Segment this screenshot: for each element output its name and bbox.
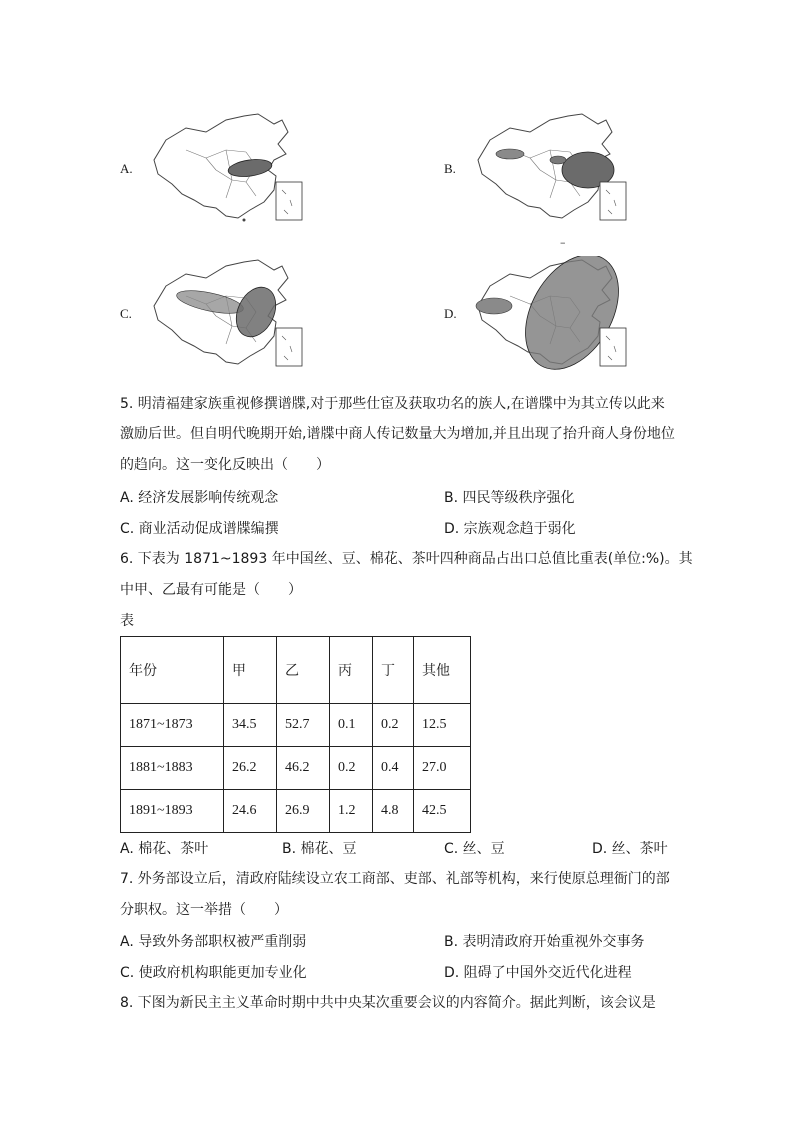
table-cell: 4.8: [373, 790, 414, 833]
q8-stem-line-1: 8. 下图为新民主主义革命时期中共中央某次重要会议的内容简介。据此判断，该会议是: [120, 995, 656, 1011]
shaded-region: [229, 281, 284, 343]
q6-option-d[interactable]: D. 丝、茶叶: [592, 841, 668, 857]
q5-stem-line-2: 激励后世。但自明代晚期开始,谱牒中商人传记数量大为增加,并且出现了抬升商人身份地位: [120, 426, 675, 442]
q5-option-a[interactable]: A. 经济发展影响传统观念: [120, 490, 279, 506]
table-cell: 0.4: [373, 747, 414, 790]
q5-stem-line-1: 5. 明清福建家族重视修撰谱牒,对于那些仕宦及获取功名的族人,在谱牒中为其立传以此来: [120, 396, 665, 412]
header-yi: 乙: [277, 637, 330, 704]
q7-stem-line-2: 分职权。这一举措（ ）: [120, 902, 288, 918]
table-cell: 52.7: [277, 704, 330, 747]
q6-option-b[interactable]: B. 棉花、豆: [282, 841, 357, 857]
table-cell: 1891~1893: [121, 790, 224, 833]
q6-option-c[interactable]: C. 丝、豆: [444, 841, 505, 857]
option-a-label: A.: [120, 161, 133, 176]
table-cell: 42.5: [414, 790, 471, 833]
q6-option-a[interactable]: A. 棉花、茶叶: [120, 841, 209, 857]
table-cell: 26.2: [224, 747, 277, 790]
table-cell: 0.1: [330, 704, 373, 747]
table-cell: 34.5: [224, 704, 277, 747]
table-cell: 27.0: [414, 747, 471, 790]
table-row: [121, 704, 471, 747]
china-map-b: [470, 110, 630, 232]
q5-stem-line-3: 的趋向。这一变化反映出（ ）: [120, 457, 330, 473]
shaded-region: [175, 286, 245, 318]
header-ding: 丁: [373, 637, 414, 704]
q7-option-c[interactable]: C. 使政府机构职能更加专业化: [120, 965, 307, 981]
header-year: 年份: [121, 637, 224, 704]
china-map-c: [146, 256, 306, 378]
table-cell: 1881~1883: [121, 747, 224, 790]
q5-option-c[interactable]: C. 商业活动促成谱牒编撰: [120, 521, 279, 537]
shaded-region: [550, 156, 566, 164]
table-cell: 0.2: [373, 704, 414, 747]
q5-option-d[interactable]: D. 宗族观念趋于弱化: [444, 521, 576, 537]
q7-option-d[interactable]: D. 阻碍了中国外交近代化进程: [444, 965, 632, 981]
option-d-label: D.: [444, 306, 457, 321]
table-cell: 0.2: [330, 747, 373, 790]
table-cell: 46.2: [277, 747, 330, 790]
q7-option-a[interactable]: A. 导致外务部职权被严重削弱: [120, 934, 307, 950]
table-cell: 1871~1873: [121, 704, 224, 747]
q6-stem-line-1: 6. 下表为 1871~1893 年中国丝、豆、棉花、茶叶四种商品占出口总值比重表(单位:%)。其: [120, 551, 693, 567]
china-map-a: [146, 110, 306, 232]
export-share-table: [120, 636, 471, 833]
shaded-region: [496, 149, 524, 159]
option-c-label: C.: [120, 306, 132, 321]
table-row: [121, 747, 471, 790]
table-cell: 24.6: [224, 790, 277, 833]
q6-stem-line-2: 中甲、乙最有可能是（ ）: [120, 582, 302, 598]
china-map-d: [470, 256, 630, 378]
header-jia: 甲: [224, 637, 277, 704]
shaded-region: [476, 298, 512, 314]
table-header-row: [121, 637, 471, 704]
table-cell: 26.9: [277, 790, 330, 833]
option-b-label: B.: [444, 161, 456, 176]
header-other: 其他: [414, 637, 471, 704]
q6-table-caption: 表: [120, 613, 134, 629]
q5-option-b[interactable]: B. 四民等级秩序强化: [444, 490, 575, 506]
q7-stem-line-1: 7. 外务部设立后，清政府陆续设立农工商部、吏部、礼部等机构，来行使原总理衙门的部: [120, 871, 670, 887]
table-row: [121, 790, 471, 833]
table-cell: 12.5: [414, 704, 471, 747]
shaded-region: [227, 157, 273, 179]
stray-mark: –: [560, 236, 566, 249]
header-bing: 丙: [330, 637, 373, 704]
table-cell: 1.2: [330, 790, 373, 833]
q7-option-b[interactable]: B. 表明清政府开始重视外交事务: [444, 934, 645, 950]
